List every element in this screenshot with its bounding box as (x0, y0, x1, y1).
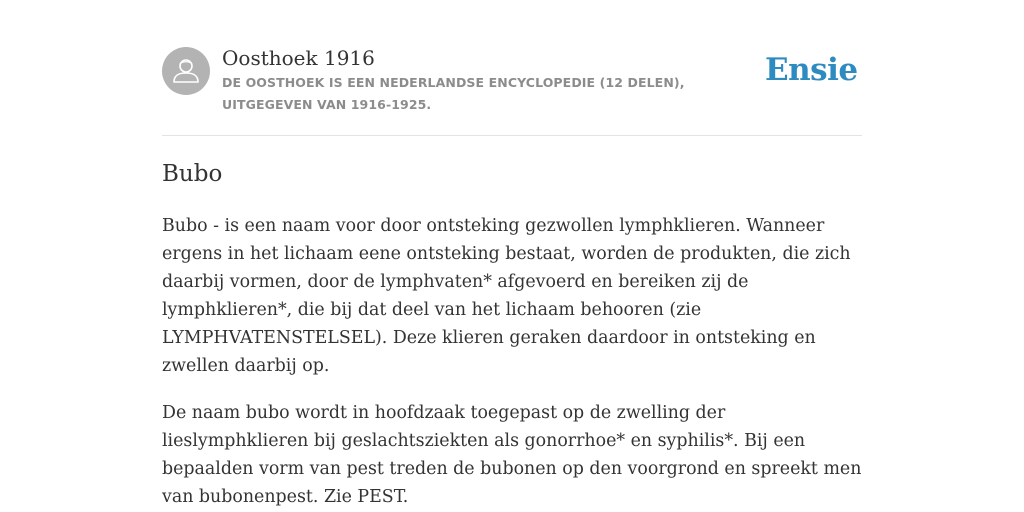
source-description: DE OOSTHOEK IS EEN NEDERLANDSE ENCYCLOPEDIE (12 DELEN), UITGEGEVEN VAN 1916-1925. (222, 75, 685, 112)
user-icon (162, 47, 210, 95)
header-divider (162, 135, 862, 136)
article-paragraph: Bubo - is een naam voor door ontsteking gezwollen lymphklieren. Wanneer ergens in het lichaam eene ontsteking bestaat, worden de produkten, die zich daarbij vormen, door de lymphvaten* afgevoerd en bereiken zij de lymphklieren*, die bij dat deel van het lichaam behooren (zie LYMPHVATENSTELSEL). Deze klieren geraken daardoor in ontsteking en zwellen daarbij op. (162, 216, 851, 376)
article-paragraph: De naam bubo wordt in hoofdzaak toegepast op de zwelling der lieslymphklieren bij geslachtsziekten als gonorrhoe* en syphilis*. Bij een bepaalden vorm van pest treden de bubonen op den voorgrond en spreekt men van bubonenpest. Zie PEST. (162, 403, 862, 507)
avatar (162, 47, 210, 95)
article-title: Bubo (162, 161, 223, 187)
article (162, 156, 866, 511)
source-header (162, 45, 862, 135)
ensie-logo-link[interactable]: Ensie (765, 52, 858, 88)
source-name[interactable]: Oosthoek 1916 (222, 46, 375, 70)
